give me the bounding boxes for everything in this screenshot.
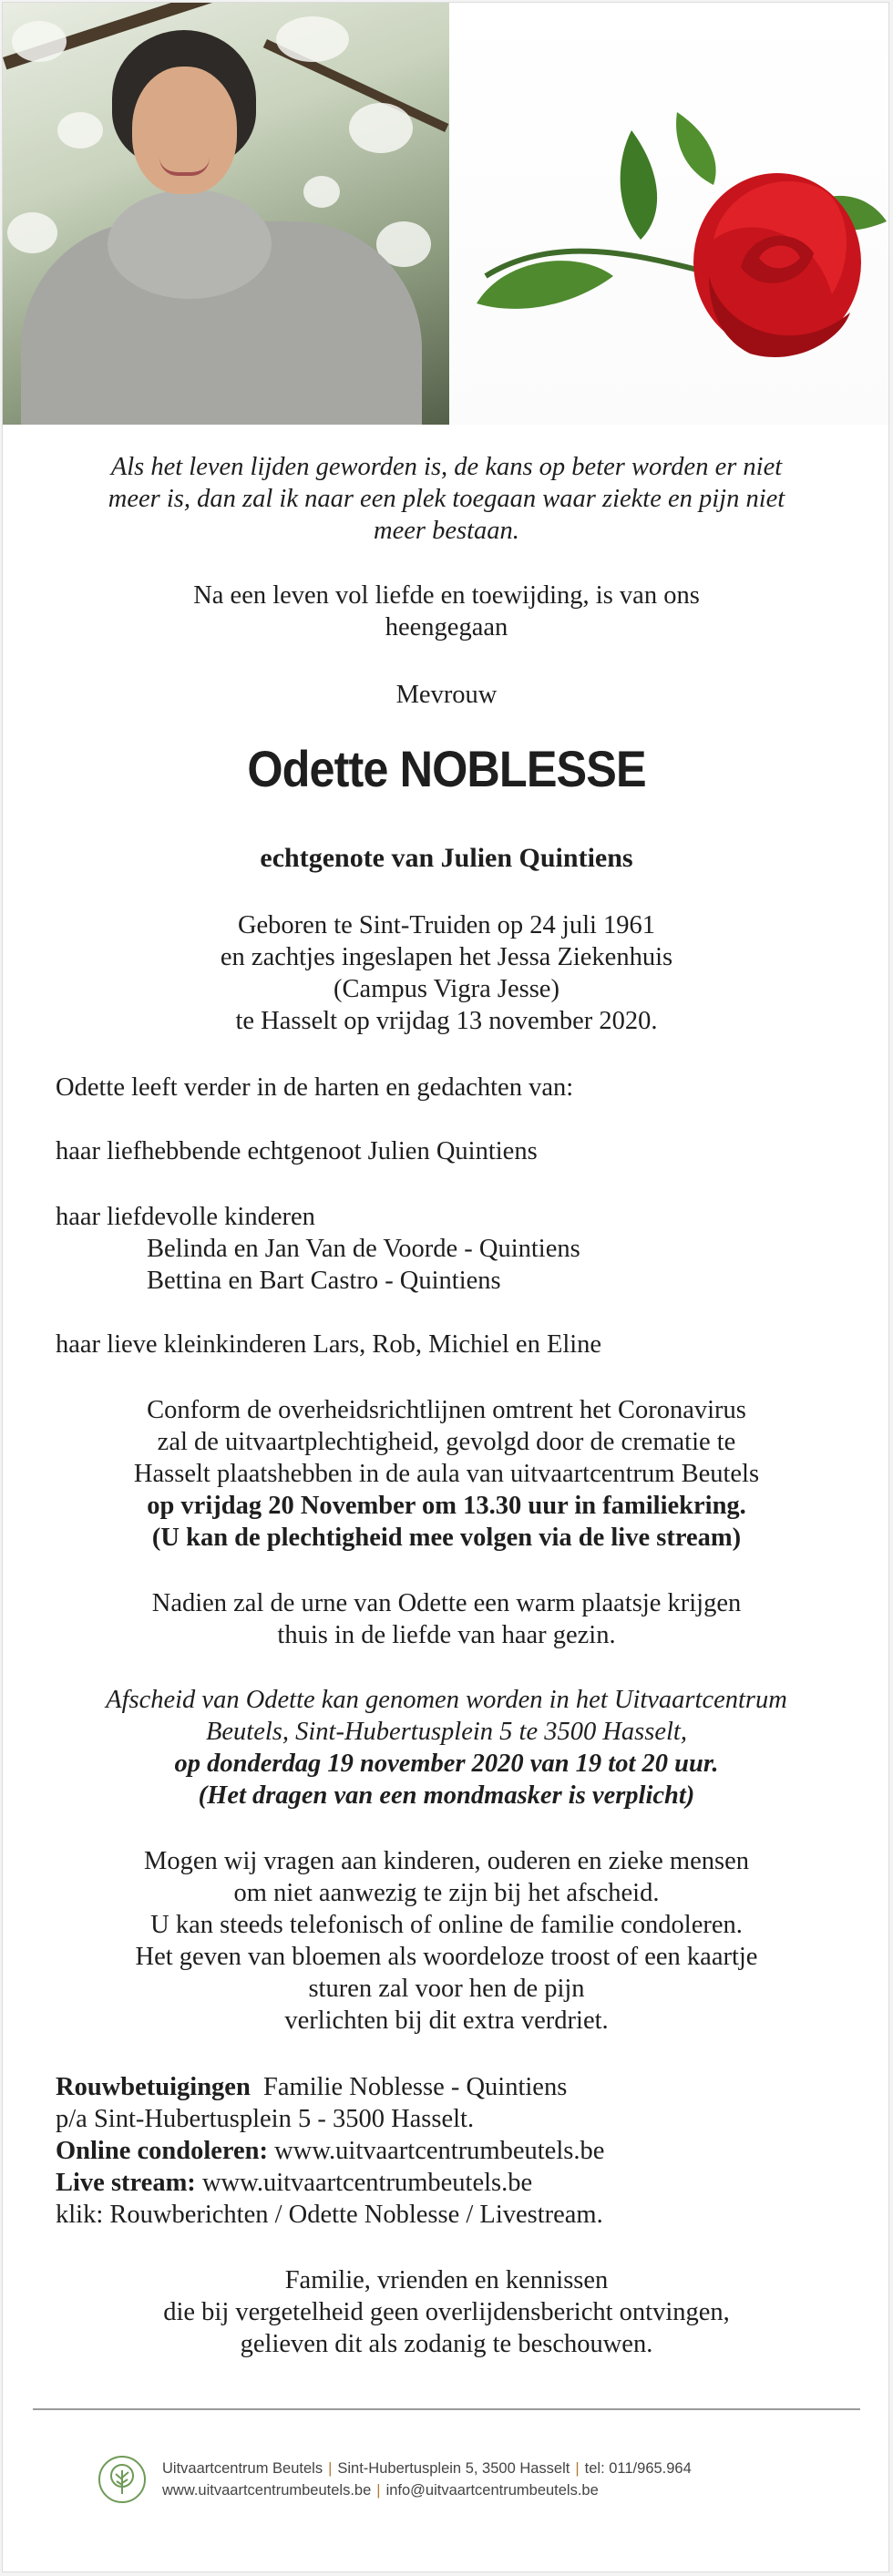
funeral-home-phone: tel: 011/965.964 xyxy=(584,2460,692,2477)
ceremony-line: Hasselt plaatshebben in de aula van uitvaartcentrum Beutels xyxy=(133,1460,760,1488)
children xyxy=(56,1201,857,1297)
verse-line: meer bestaan. xyxy=(374,517,519,545)
closing xyxy=(30,2264,863,2360)
request-line: Mogen wij vragen aan kinderen, ouderen en zieke mensen xyxy=(144,1847,749,1875)
salutation: Mevrouw xyxy=(395,681,498,709)
child-family: Belinda en Jan Van de Voorde - Quintiens xyxy=(147,1235,580,1263)
contact-block xyxy=(56,2071,857,2231)
urn-line: Nadien zal de urne van Odette een warm plaatsje krijgen xyxy=(151,1589,742,1617)
tree-logo-icon xyxy=(98,2456,146,2503)
footer-text xyxy=(162,2458,692,2501)
lives-on: Odette leeft verder in de harten en gedachten van: xyxy=(56,1073,574,1102)
livestream-path: klik: Rouwberichten / Odette Noblesse / Livestream. xyxy=(56,2201,603,2229)
request-line: U kan steeds telefonisch of online de familie condoleren. xyxy=(150,1911,743,1939)
birth-line: en zachtjes ingeslapen het Jessa Ziekenhuis xyxy=(220,943,673,971)
contact-address: p/a Sint-Hubertusplein 5 - 3500 Hasselt. xyxy=(56,2105,475,2133)
livestream-note: (U kan de plechtigheid mee volgen via de live stream) xyxy=(151,1524,742,1552)
deceased-name: Odette NOBLESSE xyxy=(247,740,646,797)
ceremony-line: Conform de overheidsrichtlijnen omtrent het Coronavirus xyxy=(147,1396,746,1424)
closing-line: die bij vergetelheid geen overlijdensbericht ontvingen, xyxy=(163,2298,730,2326)
verse-line: Als het leven lijden geworden is, de kans op beter worden er niet xyxy=(110,453,783,481)
children-heading: haar liefdevolle kinderen xyxy=(56,1203,315,1231)
live-label: Live stream: xyxy=(56,2169,196,2197)
footer-line-2: www.uitvaartcentrumbeutels.be | info@uitvaartcentrumbeutels.be xyxy=(162,2482,599,2499)
ceremony xyxy=(30,1394,863,1554)
funeral-home-footer xyxy=(98,2454,846,2518)
verse-line: meer is, dan zal ik naar een plek toegaan waar ziekte en pijn niet xyxy=(108,485,785,513)
birth-line: Geboren te Sint-Truiden op 24 juli 1961 xyxy=(237,911,656,939)
funeral-home-name: Uitvaartcentrum Beutels xyxy=(162,2460,323,2477)
red-rose-image xyxy=(449,3,889,425)
condolence-address-line xyxy=(56,2071,857,2103)
condolence-label: Rouwbetuigingen xyxy=(56,2073,251,2101)
live-stream-line xyxy=(56,2167,857,2199)
funeral-home-website-link[interactable]: www.uitvaartcentrumbeutels.be xyxy=(162,2482,372,2499)
online-condolence-line xyxy=(56,2135,857,2167)
intro-line: Na een leven vol liefde en toewijding, is van ons xyxy=(193,581,700,610)
birth-line: te Hasselt op vrijdag 13 november 2020. xyxy=(235,1007,658,1035)
closing-line: gelieven dit als zodanig te beschouwen. xyxy=(240,2330,653,2358)
online-condolence-link[interactable]: www.uitvaartcentrumbeutels.be xyxy=(274,2137,605,2165)
live-stream-link[interactable]: www.uitvaartcentrumbeutels.be xyxy=(201,2169,533,2197)
farewell-date: op donderdag 19 november 2020 van 19 tot 20 uur. xyxy=(174,1750,719,1778)
request xyxy=(30,1845,863,2037)
farewell xyxy=(30,1684,863,1811)
request-line: sturen zal voor hen de pijn xyxy=(308,1975,585,2003)
intro xyxy=(30,580,863,643)
funeral-home-address: Sint-Hubertusplein 5, 3500 Hasselt xyxy=(337,2460,570,2477)
spouse-line: echtgenote van Julien Quintiens xyxy=(260,843,633,873)
intro-line: heengegaan xyxy=(385,613,508,641)
farewell-line: Afscheid van Odette kan genomen worden in het Uitvaartcentrum xyxy=(106,1686,787,1714)
urn-note xyxy=(30,1587,863,1651)
verse xyxy=(30,451,863,547)
obituary-card xyxy=(2,2,889,2572)
grandchildren: haar lieve kleinkinderen Lars, Rob, Michiel en Eline xyxy=(56,1330,602,1359)
farewell-line: Beutels, Sint-Hubertusplein 5 te 3500 Hasselt, xyxy=(206,1718,687,1746)
urn-line: thuis in de liefde van haar gezin. xyxy=(277,1621,616,1649)
portrait-photo xyxy=(3,3,449,425)
husband: haar liefhebbende echtgenoot Julien Quintiens xyxy=(56,1137,538,1165)
footer-divider xyxy=(33,2408,860,2410)
child-family: Bettina en Bart Castro - Quintiens xyxy=(147,1267,501,1295)
footer-line-1: Uitvaartcentrum Beutels | Sint-Hubertusplein 5, 3500 Hasselt | tel: 011/965.964 xyxy=(162,2460,692,2477)
ceremony-date: op vrijdag 20 November om 13.30 uur in familiekring. xyxy=(147,1492,746,1520)
request-line: verlichten bij dit extra verdriet. xyxy=(284,2006,609,2035)
birth-details xyxy=(30,909,863,1037)
funeral-home-email-link[interactable]: info@uitvaartcentrumbeutels.be xyxy=(385,2482,599,2499)
closing-line: Familie, vrienden en kennissen xyxy=(284,2266,609,2294)
request-line: om niet aanwezig te zijn bij het afscheid. xyxy=(233,1879,660,1907)
ceremony-line: zal de uitvaartplechtigheid, gevolgd door de crematie te xyxy=(157,1428,736,1456)
mask-note: (Het dragen van een mondmasker is verplicht) xyxy=(198,1781,695,1810)
online-label: Online condoleren: xyxy=(56,2137,269,2165)
condolence-value: Familie Noblesse - Quintiens xyxy=(263,2073,568,2101)
birth-line: (Campus Vigra Jesse) xyxy=(334,975,559,1003)
request-line: Het geven van bloemen als woordeloze troost of een kaartje xyxy=(135,1943,758,1971)
